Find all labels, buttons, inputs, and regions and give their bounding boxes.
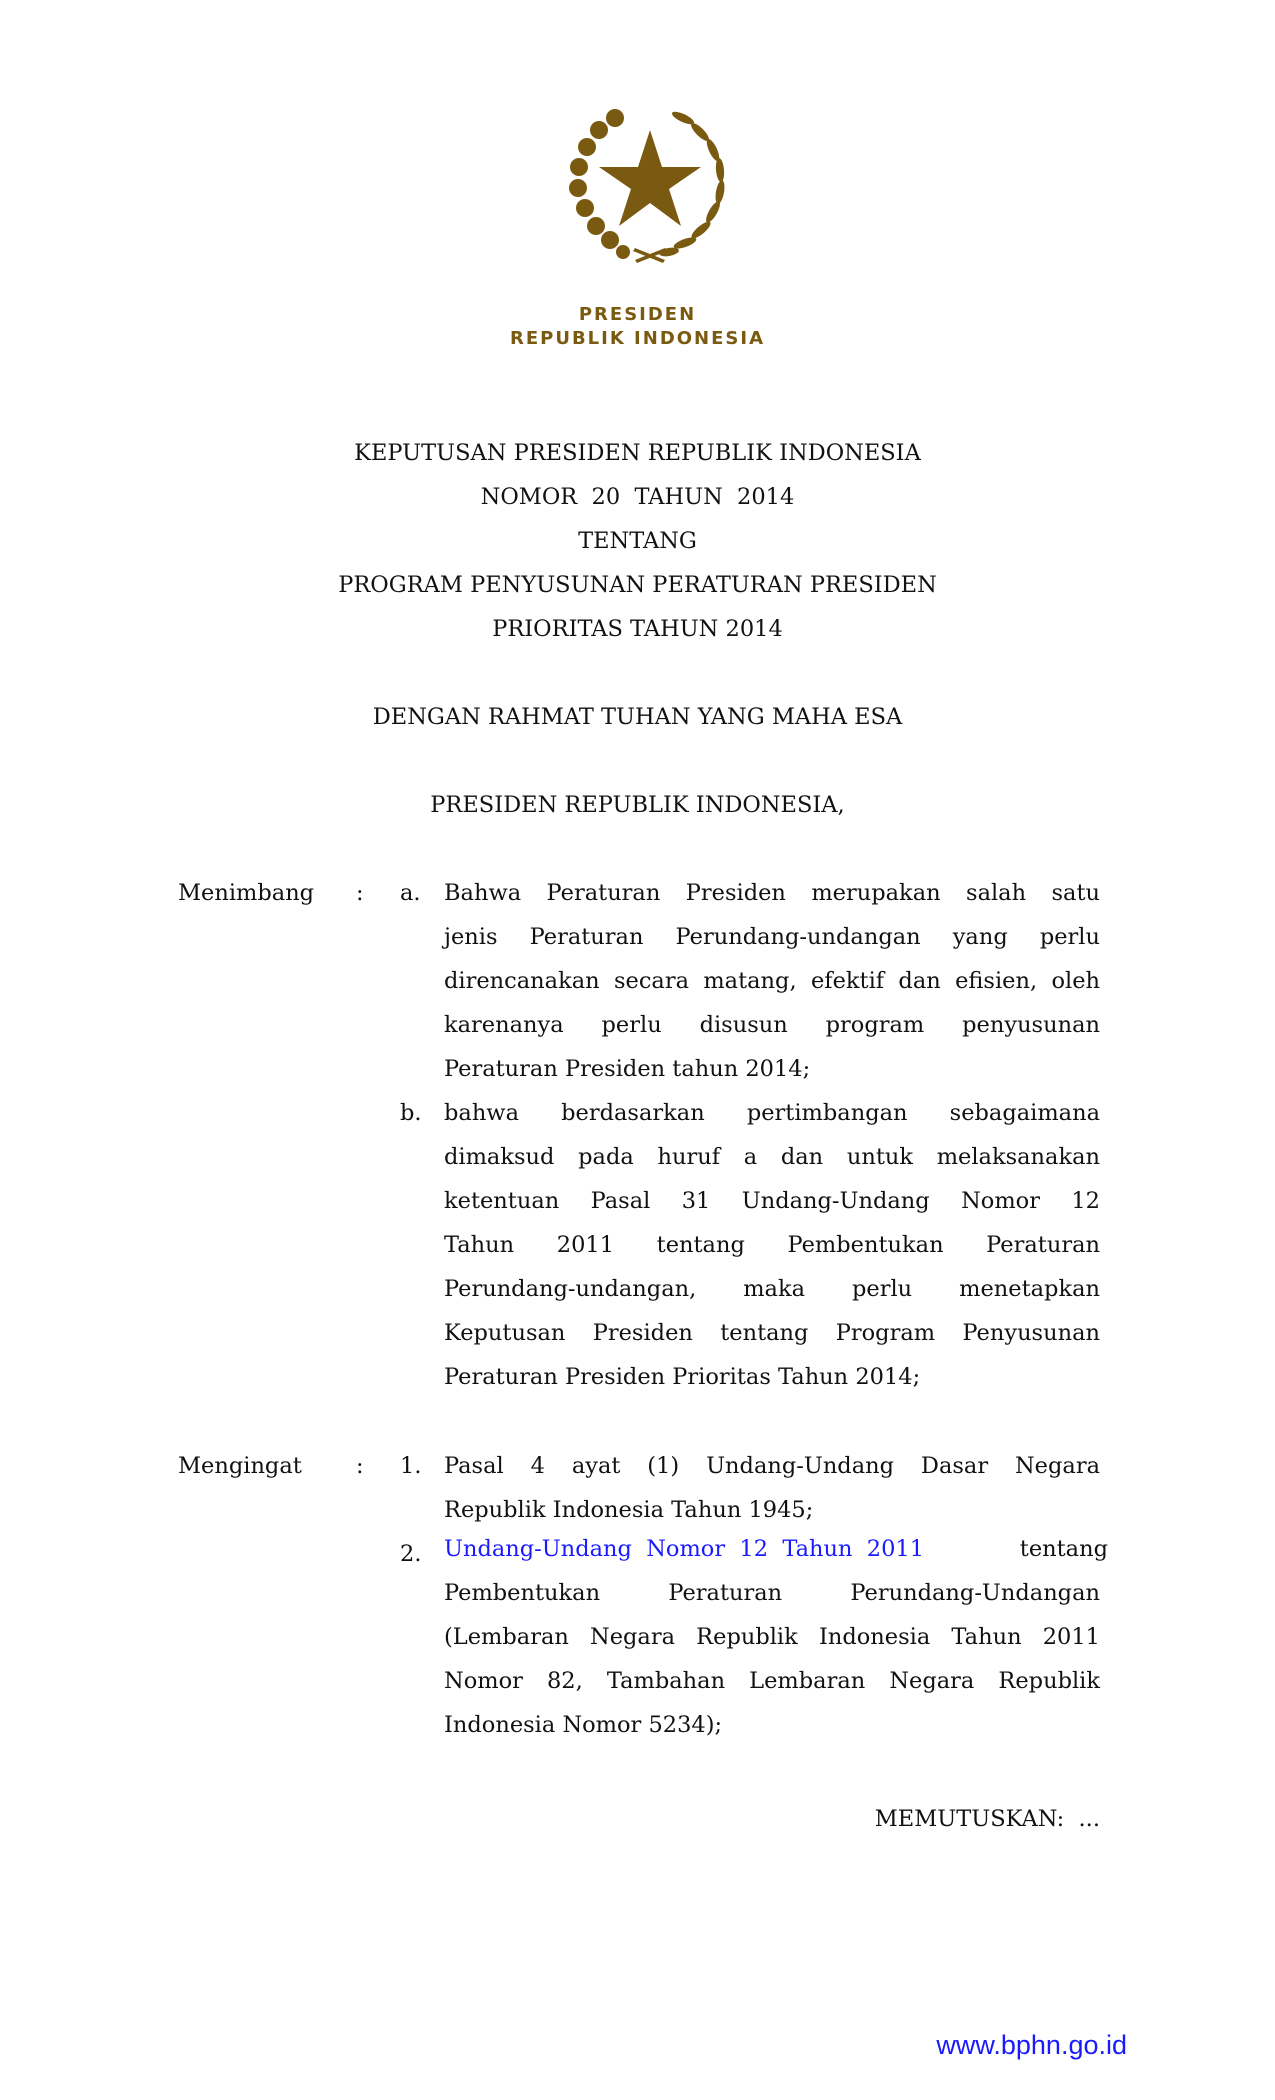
mengingat-colon: : — [356, 1453, 364, 1479]
legal-basis-1-line: Republik Indonesia Tahun 1945; — [444, 1497, 814, 1523]
continuation-marker: MEMUTUSKAN: ... — [874, 1806, 1100, 1832]
consideration-a-line: Bahwa Peraturan Presiden merupakan salah satu — [444, 880, 1100, 906]
consideration-b-line: Perundang-undangan, maka perlu menetapkan — [444, 1276, 1100, 1302]
footer-website-link[interactable]: www.bphn.go.id — [936, 2030, 1127, 2060]
legal-basis-2-line: Nomor 82, Tambahan Lembaran Negara Republik — [444, 1668, 1100, 1694]
legal-basis-2-line: Indonesia Nomor 5234); — [444, 1712, 723, 1738]
president-heading: PRESIDEN REPUBLIK INDONESIA, — [430, 792, 845, 818]
seal-title-line1: PRESIDEN — [578, 304, 697, 325]
consideration-a-line: karenanya perlu disusun program penyusunan — [444, 1012, 1100, 1038]
decree-about: TENTANG — [578, 528, 697, 554]
decree-subject: PROGRAM PENYUSUNAN PERATURAN PRESIDEN — [338, 572, 937, 598]
legal-basis-2-line: (Lembaran Negara Republik Indonesia Tahun 2011 — [444, 1624, 1100, 1650]
preamble: DENGAN RAHMAT TUHAN YANG MAHA ESA — [372, 704, 903, 730]
law-link-rest: tentang — [1019, 1536, 1108, 1562]
consideration-a-line: jenis Peraturan Perundang-undangan yang perlu — [444, 924, 1100, 950]
mengingat-label: Mengingat — [178, 1453, 302, 1479]
item-marker-a: a. — [400, 880, 421, 906]
menimbang-label: Menimbang — [178, 880, 315, 906]
legal-basis-1-line: Pasal 4 ayat (1) Undang-Undang Dasar Negara — [444, 1453, 1100, 1479]
consideration-b-line: Tahun 2011 tentang Pembentukan Peraturan — [444, 1232, 1100, 1258]
decree-title: KEPUTUSAN PRESIDEN REPUBLIK INDONESIA — [354, 440, 921, 466]
consideration-a-line: direncanakan secara matang, efektif dan efisien, oleh — [444, 968, 1100, 994]
consideration-b-line: ketentuan Pasal 31 Undang-Undang Nomor 12 — [444, 1188, 1100, 1214]
consideration-a-line: Peraturan Presiden tahun 2014; — [444, 1056, 811, 1082]
item-marker-1: 1. — [400, 1453, 422, 1479]
legal-basis-2-first-line — [444, 1536, 1108, 1562]
consideration-b-line: dimaksud pada huruf a dan untuk melaksanakan — [444, 1144, 1100, 1170]
seal-title-line2: REPUBLIK INDONESIA — [509, 328, 766, 349]
consideration-b-line: Keputusan Presiden tentang Program Penyusunan — [444, 1320, 1100, 1346]
legal-basis-2-line: Pembentukan Peraturan Perundang-Undangan — [444, 1580, 1100, 1606]
item-marker-2: 2. — [400, 1541, 422, 1567]
decree-subject-2: PRIORITAS TAHUN 2014 — [492, 616, 783, 642]
consideration-b-line: Peraturan Presiden Prioritas Tahun 2014; — [444, 1364, 921, 1390]
consideration-b-line: bahwa berdasarkan pertimbangan sebagaimana — [444, 1100, 1100, 1126]
decree-number: NOMOR 20 TAHUN 2014 — [480, 484, 795, 510]
law-link[interactable]: Undang-Undang Nomor 12 Tahun 2011 — [444, 1536, 925, 1562]
item-marker-b: b. — [400, 1100, 422, 1126]
garuda-presidential-emblem — [565, 100, 735, 270]
menimbang-colon: : — [356, 880, 364, 906]
